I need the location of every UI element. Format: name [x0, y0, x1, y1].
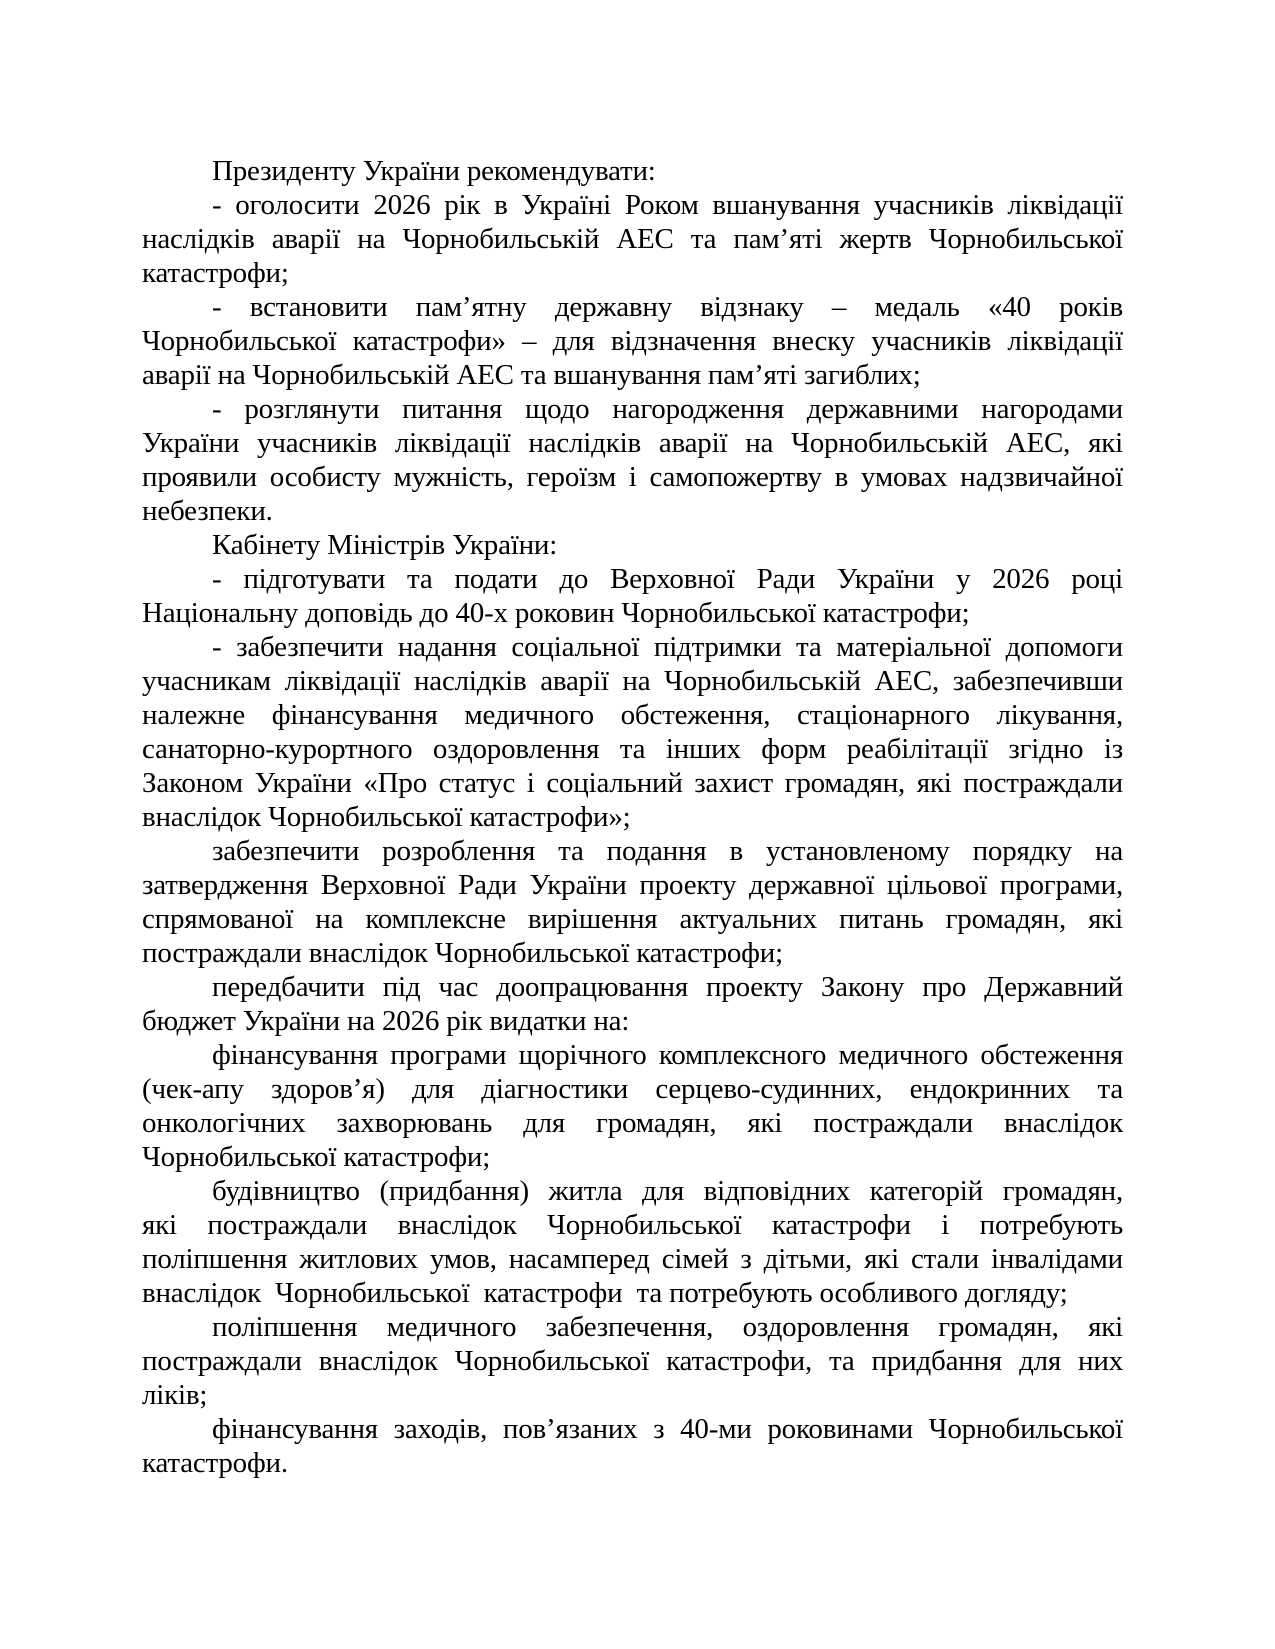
- text-line: будівництво (придбання) житла для відповідних категорій громадян,: [212, 1175, 1123, 1207]
- text-line: аварії на Чорнобильській АЕС та вшанування пам’яті загиблих;: [142, 359, 921, 391]
- text-line: небезпеки.: [142, 495, 273, 527]
- text-line: спрямованої на комплексне вирішення актуальних питань громадян, які: [142, 903, 1123, 935]
- text-line: передбачити під час доопрацювання проекту Закону про Державний: [212, 971, 1123, 1003]
- text-line: України учасників ліквідації наслідків аварії на Чорнобильській АЕС, які: [142, 427, 1123, 459]
- text-line: учасникам ліквідації наслідків аварії на Чорнобильській АЕС, забезпечивши: [142, 665, 1123, 697]
- text-line: фінансування заходів, пов’язаних з 40-ми роковинами Чорнобильської: [212, 1413, 1123, 1445]
- text-line: (чек-апу здоров’я) для діагностики серцево-судинних, ендокринних та: [142, 1073, 1123, 1105]
- text-line: катастрофи.: [142, 1447, 288, 1479]
- text-line: поліпшення житлових умов, насамперед сімей з дітьми, які стали інвалідами: [142, 1243, 1123, 1275]
- text-line: поліпшення медичного забезпечення, оздоровлення громадян, які: [212, 1311, 1123, 1343]
- text-line: - підготувати та подати до Верховної Ради України у 2026 році: [212, 563, 1123, 595]
- text-line: Законом України «Про статус і соціальний захист громадян, які постраждали: [142, 767, 1123, 799]
- text-line: наслідків аварії на Чорнобильській АЕС та пам’яті жертв Чорнобильської: [142, 223, 1123, 255]
- text-line: Кабінету Міністрів України:: [212, 529, 558, 561]
- text-line: постраждали внаслідок Чорнобильської катастрофи, та придбання для них: [142, 1345, 1123, 1377]
- text-line: які постраждали внаслідок Чорнобильської катастрофи і потребують: [142, 1209, 1123, 1241]
- text-line: ліків;: [142, 1379, 208, 1411]
- text-line: санаторно-курортного оздоровлення та інших форм реабілітації згідно із: [142, 733, 1123, 765]
- text-line: - встановити пам’ятну державну відзнаку – медаль «40 років: [212, 291, 1123, 323]
- text-line: бюджет України на 2026 рік видатки на:: [142, 1005, 630, 1037]
- text-line: - забезпечити надання соціальної підтримки та матеріальної допомоги: [212, 631, 1123, 663]
- text-line: внаслідок Чорнобильської катастрофи та потребують особливого догляду;: [142, 1277, 1068, 1309]
- text-line: належне фінансування медичного обстеження, стаціонарного лікування,: [142, 699, 1123, 731]
- text-line: забезпечити розроблення та подання в установленому порядку на: [212, 835, 1123, 867]
- text-line: - оголосити 2026 рік в Україні Роком вшанування учасників ліквідації: [212, 189, 1123, 221]
- document-text-block: [142, 154, 1123, 1480]
- text-line: Чорнобильської катастрофи;: [142, 1141, 491, 1173]
- text-line: фінансування програми щорічного комплексного медичного обстеження: [212, 1039, 1123, 1071]
- text-line: затвердження Верховної Ради України проекту державної цільової програми,: [142, 869, 1123, 901]
- text-line: Президенту України рекомендувати:: [212, 155, 656, 187]
- text-line: внаслідок Чорнобильської катастрофи»;: [142, 801, 631, 833]
- text-line: Національну доповідь до 40-х роковин Чорнобильської катастрофи;: [142, 597, 970, 629]
- text-line: постраждали внаслідок Чорнобильської катастрофи;: [142, 937, 783, 969]
- text-line: - розглянути питання щодо нагородження державними нагородами: [212, 393, 1123, 425]
- text-line: Чорнобильської катастрофи» – для відзначення внеску учасників ліквідації: [142, 325, 1123, 357]
- text-line: онкологічних захворювань для громадян, які постраждали внаслідок: [142, 1107, 1123, 1139]
- text-line: катастрофи;: [142, 257, 289, 289]
- text-line: проявили особисту мужність, героїзм і самопожертву в умовах надзвичайної: [142, 461, 1123, 493]
